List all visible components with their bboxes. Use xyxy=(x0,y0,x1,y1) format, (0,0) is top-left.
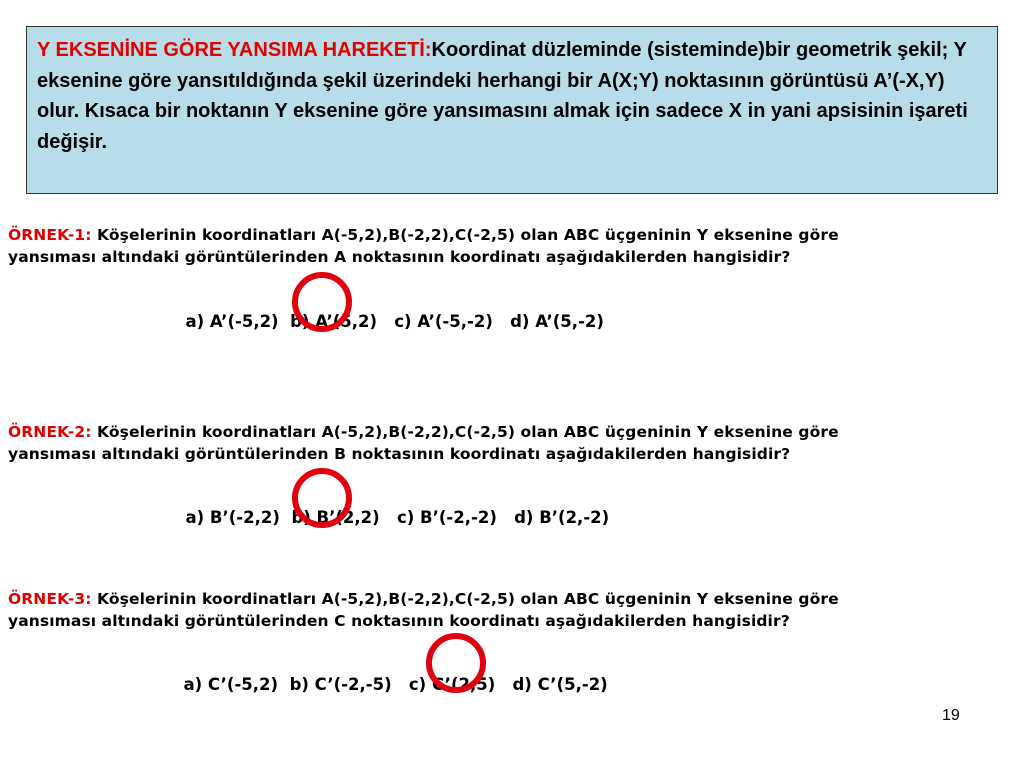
example-3-correct-circle xyxy=(426,633,486,693)
example-2-option-b: b) B’(2,2) xyxy=(291,508,380,527)
example-2 xyxy=(8,421,1020,465)
example-1-option-c: c) A’(-5,-2) xyxy=(394,312,493,331)
example-3-line-1: ÖRNEK-3: Köşelerinin koordinatları A(-5,2),B(-2,2),C(-2,5) olan ABC üçgeninin Y eksenine göre xyxy=(8,590,839,608)
example-2-options xyxy=(174,489,609,527)
example-2-option-c: c) B’(-2,-2) xyxy=(396,508,497,527)
example-1-option-b: b) A’(5,2) xyxy=(290,312,378,331)
example-3-line-2: yansıması altındaki görüntülerinden C noktasının koordinatı aşağıdakilerden hangisidir? xyxy=(8,612,790,630)
example-1 xyxy=(8,224,1020,268)
example-3 xyxy=(8,588,1020,632)
example-2-correct-circle xyxy=(292,468,352,528)
example-2-label: ÖRNEK-2: xyxy=(8,423,92,441)
example-1-option-a: a) A’(-5,2) xyxy=(185,312,279,331)
definition-body: Koordinat düzleminde (sisteminde)bir geometrik şekil; Y eksenine göre yansıtıldığında şekil üzerindeki herhangi bir A(X;Y) noktasının görüntüsü A’(-X,Y) olur. Kısaca bir noktanın Y eksenine göre yansımasını almak için sadece X in yani apsisinin işareti değişir. xyxy=(37,39,968,153)
example-1-option-d: d) A’(5,-2) xyxy=(510,312,604,331)
example-2-line-1: ÖRNEK-2: Köşelerinin koordinatları A(-5,2),B(-2,2),C(-2,5) olan ABC üçgeninin Y eksenine göre xyxy=(8,423,839,441)
example-1-options xyxy=(174,293,604,331)
example-1-correct-circle xyxy=(292,272,352,332)
page-number: 19 xyxy=(942,707,960,724)
example-3-option-b: b) C’(-2,-5) xyxy=(289,675,392,694)
example-3-option-d: d) C’(5,-2) xyxy=(512,675,608,694)
example-3-option-a: a) C’(-5,2) xyxy=(183,675,279,694)
example-3-label: ÖRNEK-3: xyxy=(8,590,92,608)
example-2-option-d: d) B’(2,-2) xyxy=(514,508,610,527)
example-1-line-2: yansıması altındaki görüntülerinden A noktasının koordinatı aşağıdakilerden hangisidir? xyxy=(8,248,791,266)
example-2-option-a: a) B’(-2,2) xyxy=(185,508,280,527)
example-3-option-c: c) C’(2,5) xyxy=(408,675,496,694)
example-3-options xyxy=(172,656,608,694)
example-1-line-1: ÖRNEK-1: Köşelerinin koordinatları A(-5,2),B(-2,2),C(-2,5) olan ABC üçgeninin Y eksenine göre xyxy=(8,226,839,244)
definition-box xyxy=(26,26,998,194)
example-2-line-2: yansıması altındaki görüntülerinden B noktasının koordinatı aşağıdakilerden hangisidir? xyxy=(8,445,791,463)
example-1-label: ÖRNEK-1: xyxy=(8,226,92,244)
definition-heading: Y EKSENİNE GÖRE YANSIMA HAREKETİ: xyxy=(37,39,432,61)
